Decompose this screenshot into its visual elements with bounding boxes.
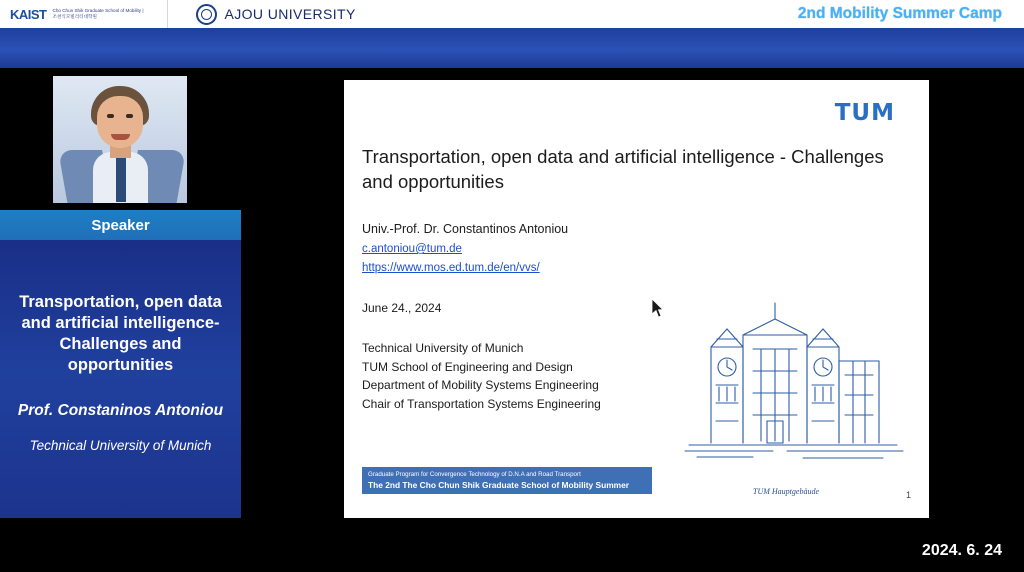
presentation-slide[interactable] [344, 80, 929, 518]
header-blue-band [0, 28, 1024, 68]
speaker-video-tile [0, 68, 241, 210]
date-stamp: 2024. 6. 24 [921, 542, 1002, 559]
tum-logo: TUM [834, 100, 895, 126]
speaker-talk-title: Transportation, open data and artificial intelligence- Challenges and opportunities [19, 293, 222, 374]
speaker-badge: Speaker [0, 210, 241, 240]
slide-website-link[interactable]: https://www.mos.ed.tum.de/en/vvs/ [362, 262, 540, 274]
slide-affiliation-line: Chair of Transportation Systems Engineering [362, 396, 601, 411]
camp-title: 2nd Mobility Summer Camp [797, 5, 1002, 22]
portrait-eye-left [107, 114, 114, 118]
slide-page-number: 1 [905, 490, 911, 500]
ajou-logo [196, 4, 356, 25]
slide-footer-banner [362, 467, 652, 502]
speaker-avatar [53, 76, 187, 203]
slide-presenter: Univ.-Prof. Dr. Constantinos Antoniou [362, 222, 569, 236]
slide-affiliation-block [362, 339, 601, 413]
slide-email-link[interactable]: c.antoniou@tum.de [362, 243, 462, 255]
ajou-logo-text: AJOU UNIVERSITY [224, 6, 356, 22]
portrait-mouth [111, 134, 130, 140]
kaist-logo-subtitle: Cho Chun Shik Graduate School of Mobility | 조천식모빌리티대학원 [52, 8, 144, 19]
slide-affiliation-line: Technical University of Munich [362, 341, 524, 355]
speaker-name: Prof. Constaninos Antoniou [17, 402, 224, 419]
bottom-bar [0, 518, 1024, 572]
building-sketch-icon [683, 275, 913, 480]
sketch-caption: TUM Hauptgebäude [753, 487, 819, 496]
speaker-affiliation: Technical University of Munich [29, 438, 212, 453]
slide-footer-line1: Graduate Program for Convergence Technology of D.N.A and Road Transport [368, 471, 581, 478]
slide-date: June 24., 2024 [362, 301, 442, 315]
portrait-eye-right [126, 114, 133, 118]
kaist-logo [10, 7, 149, 22]
slide-affiliation-line: Department of Mobility Systems Engineering [362, 378, 599, 392]
header-divider [167, 0, 168, 28]
ajou-seal-icon [196, 4, 217, 25]
mouse-cursor-icon [652, 299, 666, 319]
top-header-bar [0, 0, 1024, 28]
portrait-face [97, 96, 143, 148]
slide-title: Transportation, open data and artificial intelligence - Challenges and opportunities [362, 146, 884, 192]
portrait-tie [116, 158, 126, 202]
slide-affiliation-line: TUM School of Engineering and Design [362, 359, 573, 374]
slide-footer-line2: The 2nd The Cho Chun Shik Graduate School of Mobility Summer Camp [368, 480, 630, 502]
kaist-logo-text: KAIST [10, 6, 47, 22]
